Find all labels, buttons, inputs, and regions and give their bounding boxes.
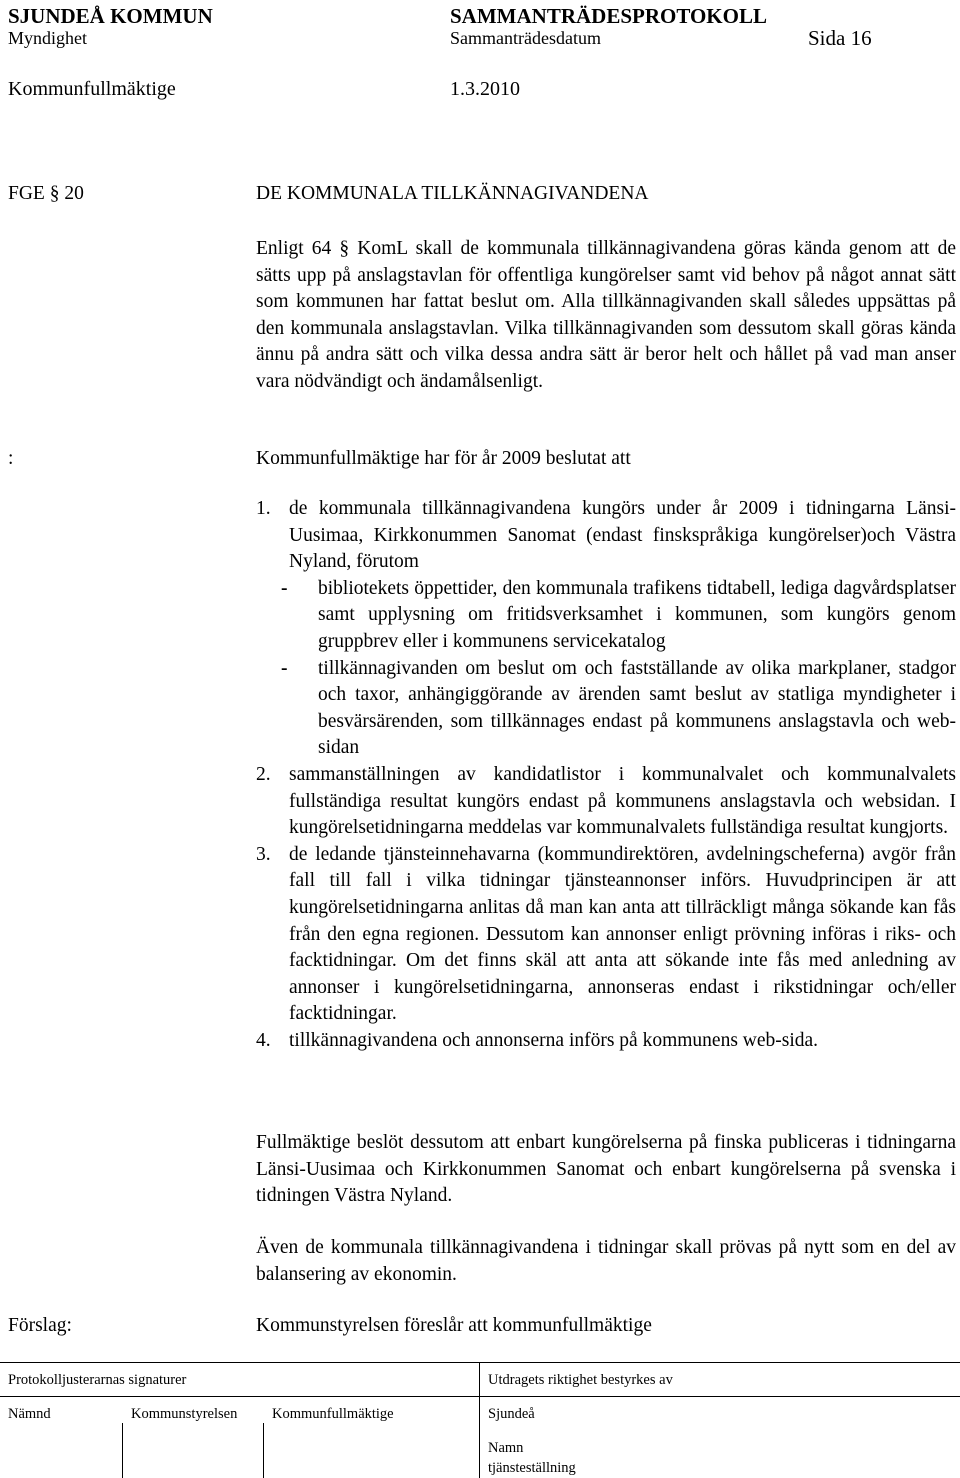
namn-label: Namn [488, 1440, 524, 1456]
item-text: de ledande tjänsteinnehavarna (kommundirektören, avdelningscheferna) avgör från fall till fall i vilka tidningar tjänsteannonser införs. Huvudprincipen är att kungörelsetidningarna anlitas då man kan anta att tillräckligt många sökande kan fås från den egna regionen. Dessutom kan annonser enligt prövning införas i riks- och facktidningar. Om det finns skäl att anta att sökande inte fås med anledning av annonser i kungörelsetidningarna, annonseras endast i rikstidningar och/eller facktidningar. [289, 843, 956, 1025]
footer-rule-top [0, 1362, 960, 1363]
item-number: 3. [256, 843, 271, 865]
item-number: 4. [256, 1029, 271, 1051]
list-item [256, 842, 956, 1028]
kommunfullmaktige-label: Kommunfullmäktige [272, 1406, 394, 1422]
kommunstyrelsen-label: Kommunstyrelsen [131, 1406, 238, 1422]
signature-footer [0, 1362, 960, 1478]
signatures-label: Protokolljusterarnas signaturer [8, 1372, 187, 1388]
item-text: sammanställningen av kandidatlistor i kommunalvalet och kommunalvalets fullständiga resultat kungörs endast på kommunens anslagstavla och websidan. I kungörelsetidningarna meddelas var kommunalvalets fullständiga resultat kungjorts. [289, 763, 956, 839]
sub-item-text: tillkännagivanden om beslut om och fastställande av olika markplaner, stadgor och taxor, anhängiggörande av ärenden samt beslut av statliga myndigheter i besvärsärenden, som tillkännages endast på kommunens anslagstavla och web-sidan [318, 657, 956, 759]
finnish-publication-paragraph: Fullmäktige beslöt dessutom att enbart kungörelserna på finska publiceras i tidningarna Länsi-Uusimaa och Kirkkonummen Sanomat och enbart kungörelserna på svenska i tidningen Västra Nyland. [256, 1132, 956, 1207]
authority-value: Kommunfullmäktige [8, 78, 176, 100]
item-number: 1. [256, 498, 271, 519]
item-text: de kommunala tillkännagivandena kungörs under år 2009 i tidningarna Länsi-Uusimaa, Kirkkonummen Sanomat (endast finskspråkiga kungörelser)och Västra Nyland, förutom [289, 498, 956, 573]
sub-list-item [223, 576, 956, 656]
date-label: Sammanträdesdatum [450, 28, 601, 48]
section-title: DE KOMMUNALA TILLKÄNNAGIVANDENA [256, 183, 649, 204]
tjanst-label: tjänsteställning [488, 1460, 576, 1476]
intro-paragraph: Enligt 64 § KomL skall de kommunala tillkännagivandena göras kända genom att de sätts upp på anslagstavlan för offentliga kungörelser samt vid behov på något annat sätt som kommunen har fattat beslut om. Alla tillkännagivanden skall således uppsättas på den kommunala anslagstavlan. Vilka tillkännagivanden som dessutom skall göras kända ännu på andra sätt och vilka dessa andra sätt är beror helt och hållet på vad man anser vara nödvändigt och ändamålsenligt. [256, 238, 956, 392]
section-reference: FGE § 20 [8, 183, 84, 204]
item-number: 2. [256, 763, 271, 785]
proposal-text: Kommunstyrelsen föreslår att kommunfullmäktige [256, 1315, 652, 1336]
decision-list [256, 496, 956, 1054]
sub-list-item [223, 656, 956, 762]
footer-rule-middle [0, 1396, 960, 1397]
bullet-dash: - [281, 577, 288, 599]
list-item [256, 1028, 956, 1055]
decision-intro: Kommunfullmäktige har för år 2009 beslutat att [256, 448, 631, 469]
item-text: tillkännagivandena och annonserna införs på kommunens web-sida. [289, 1029, 819, 1051]
footer-divider [479, 1362, 480, 1478]
meeting-date: 1.3.2010 [450, 78, 520, 100]
namnd-label: Nämnd [8, 1406, 51, 1422]
municipality-name: SJUNDEÅ KOMMUN [8, 4, 213, 28]
protocol-title: SAMMANTRÄDESPROTOKOLL [450, 4, 767, 28]
footer-cell-line [122, 1423, 123, 1478]
proposal-label: Förslag: [8, 1315, 72, 1336]
balance-paragraph: Även de kommunala tillkännagivandena i tidningar skall prövas på nytt som en del av balansering av ekonomin. [256, 1237, 956, 1285]
authority-label: Myndighet [8, 28, 87, 48]
footer-cell-line [263, 1423, 264, 1478]
list-item [256, 496, 956, 576]
bullet-dash: - [281, 657, 288, 679]
sjundea-label: Sjundeå [488, 1406, 535, 1422]
sub-item-text: bibliotekets öppettider, den kommunala trafikens tidtabell, lediga dagvårdsplatser samt upplysning om fritidsverksamhet i kommunen, som kungörs genom gruppbrev eller i kommunens servicekatalog [318, 577, 956, 652]
certified-label: Utdragets riktighet bestyrkes av [488, 1372, 673, 1388]
page-number: Sida 16 [808, 26, 872, 50]
colon-marker: : [8, 448, 14, 469]
list-item [256, 762, 956, 842]
